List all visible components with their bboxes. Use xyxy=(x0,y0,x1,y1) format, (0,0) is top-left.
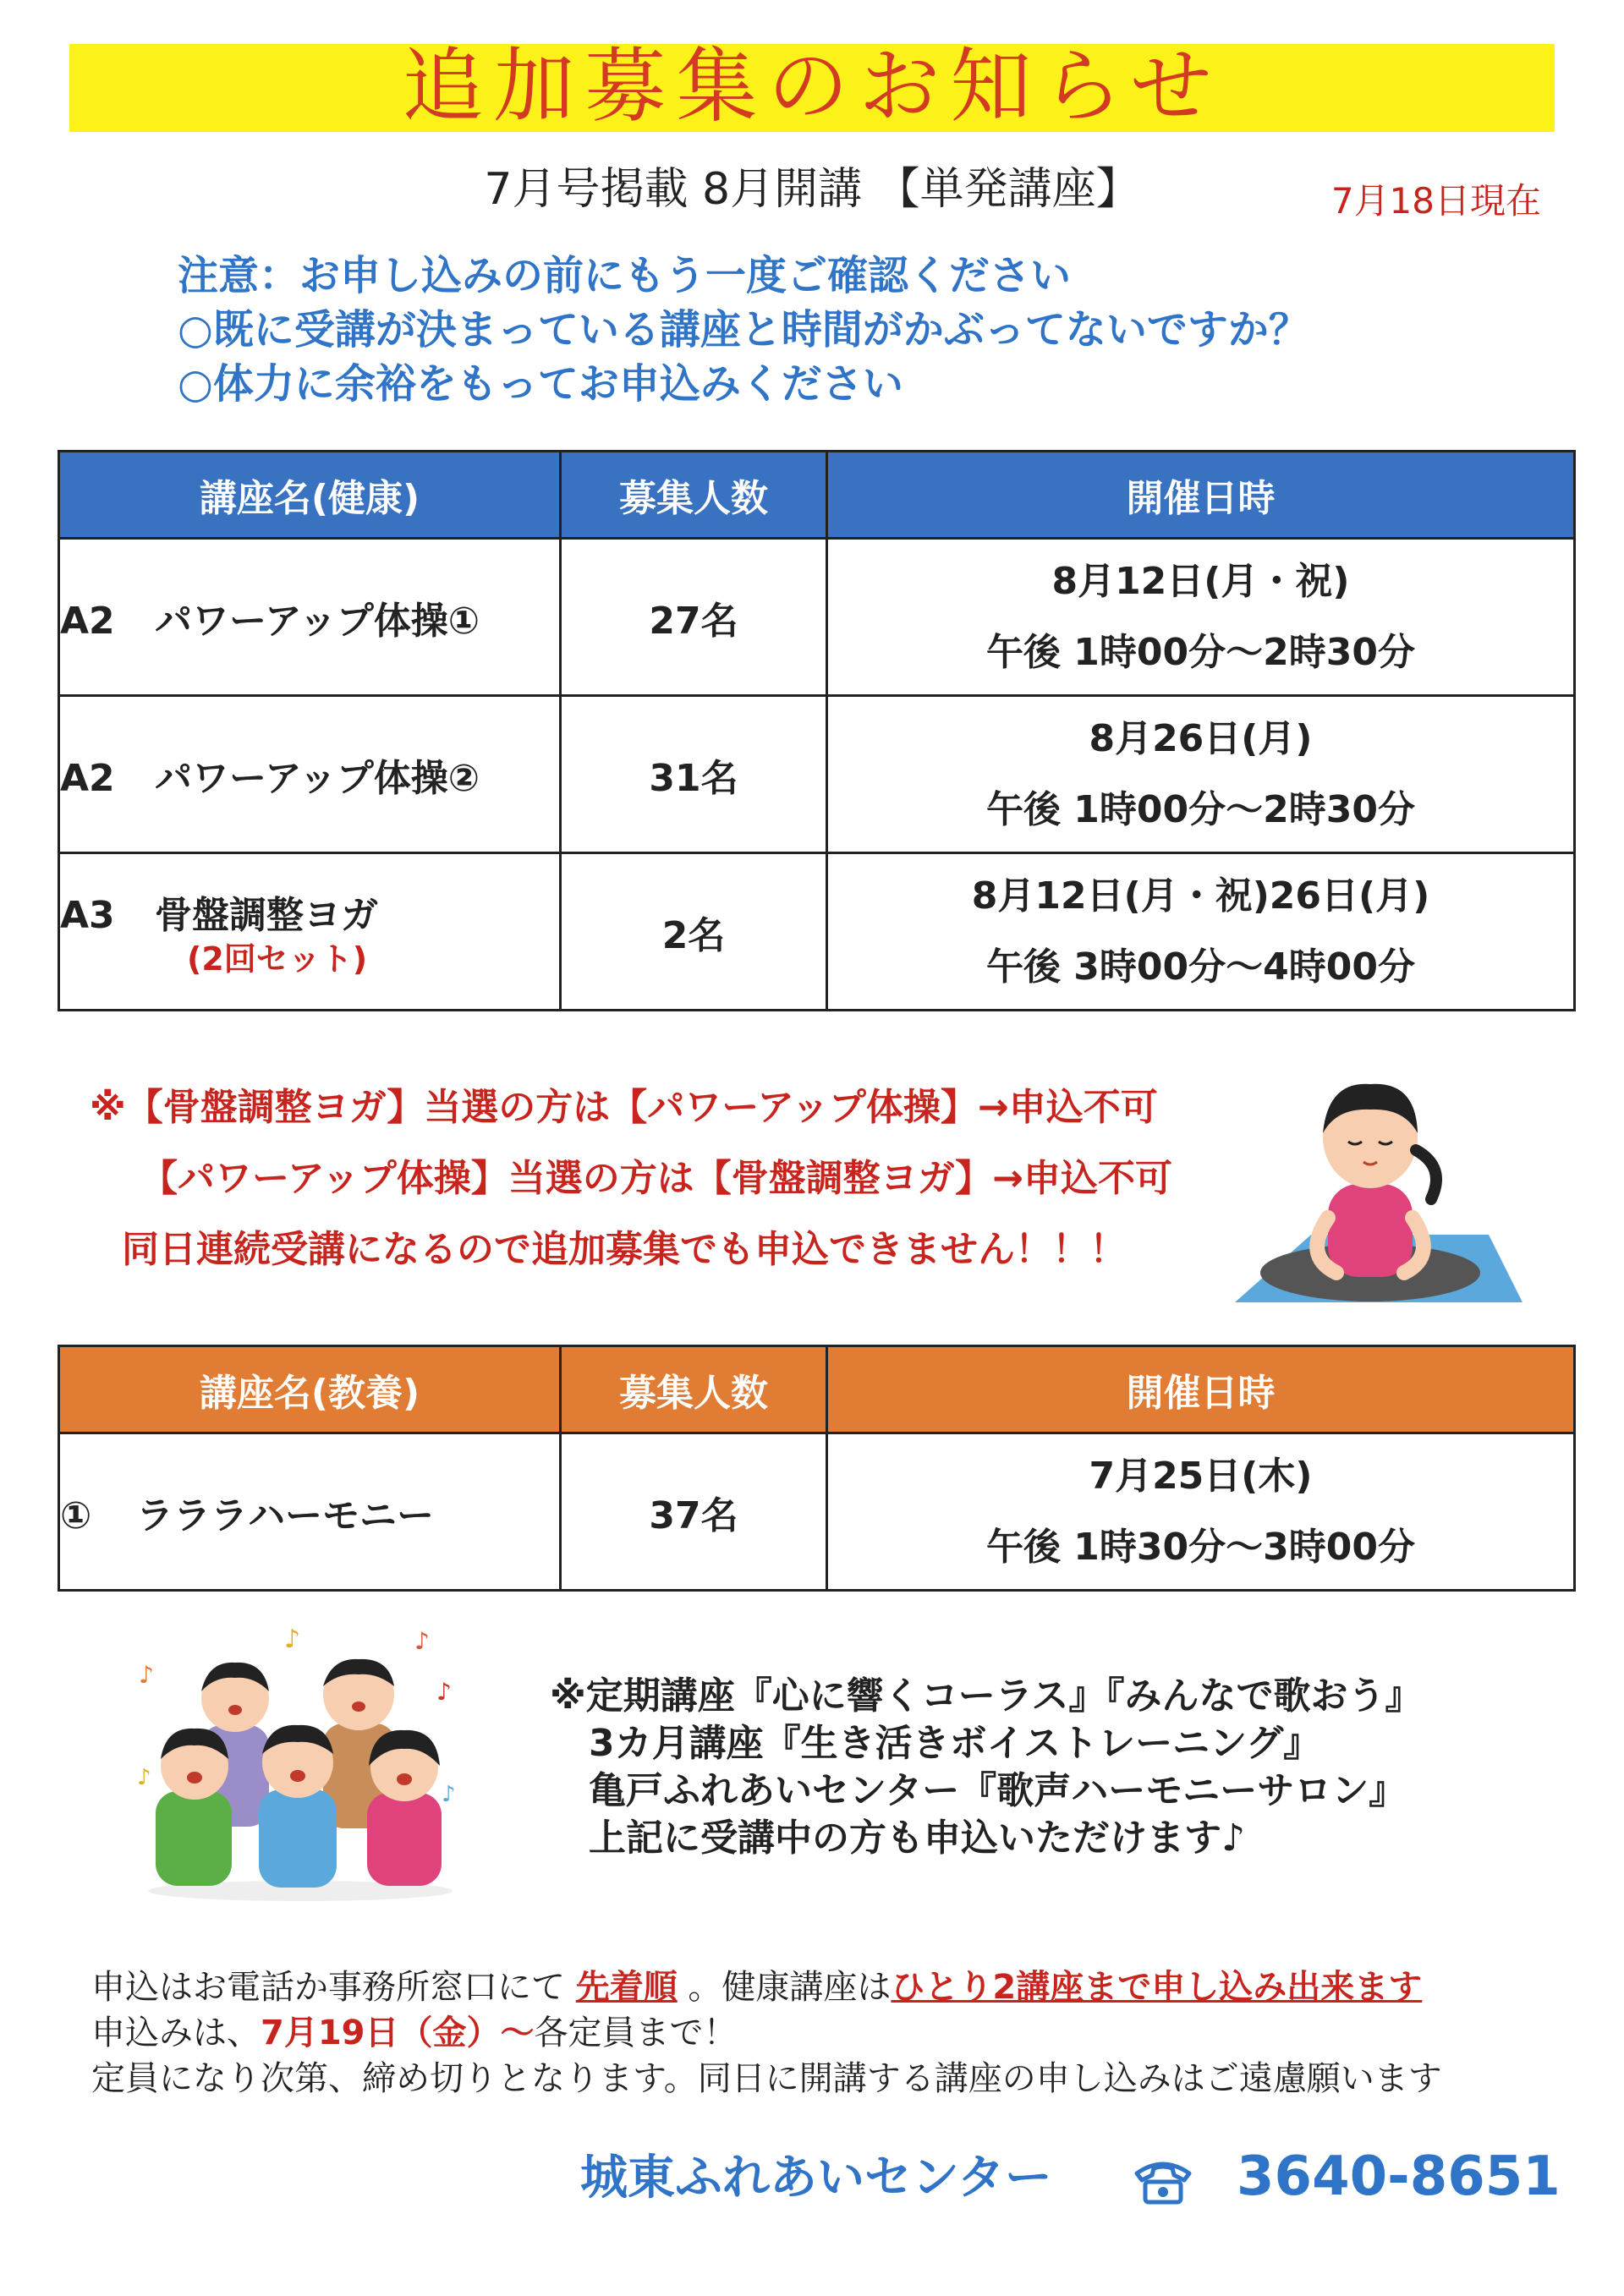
course-sub-note: (2回セット) xyxy=(187,940,368,978)
warning-line-3: 同日連続受講になるので追加募集でも申込できません！！！ xyxy=(122,1228,1127,1271)
header-capacity: 募集人数 xyxy=(561,452,827,539)
course-time: 午後 1時30分～3時00分 xyxy=(985,1525,1415,1569)
course-capacity: 27名 xyxy=(561,539,827,696)
header-datetime: 開催日時 xyxy=(827,1346,1575,1433)
svg-text:♪: ♪ xyxy=(137,1765,151,1790)
footer-line-2 xyxy=(91,2011,738,2055)
course-date: 8月12日(月・祝)26日(月) xyxy=(971,874,1430,918)
warning-line-2: 【パワーアップ体操】当選の方は【骨盤調整ヨガ】→申込不可 xyxy=(140,1157,1173,1200)
course-date: 8月12日(月・祝) xyxy=(1051,559,1350,603)
notice-line-3: ○体力に余裕をもってお申込みください xyxy=(178,360,903,408)
culture-course-table xyxy=(58,1345,1576,1592)
chorus-note-line-4: 上記に受講中の方も申込いただけます♪ xyxy=(589,1817,1246,1860)
svg-text:♪: ♪ xyxy=(442,1782,456,1807)
chorus-note-line-3: 亀戸ふれあいセンター『歌声ハーモニーサロン』 xyxy=(589,1769,1407,1812)
singing-group-illustration xyxy=(135,1624,465,1903)
header-datetime: 開催日時 xyxy=(827,452,1575,539)
course-name-cell xyxy=(59,539,561,696)
table-row xyxy=(59,696,1575,853)
course-capacity: 31名 xyxy=(561,696,827,853)
footer-line-2-a: 申込みは、 xyxy=(91,2014,261,2052)
footer-line-2-c: 各定員まで！ xyxy=(534,2014,738,2052)
table-header-row xyxy=(59,452,1575,539)
table-header-row xyxy=(59,1346,1575,1433)
course-name: パワーアップ体操① xyxy=(155,599,480,643)
limit-text: ひとり2講座まで申し込み出来ます xyxy=(891,1968,1423,2007)
course-name-cell xyxy=(59,853,561,1011)
course-datetime-cell xyxy=(827,696,1575,853)
svg-text:♪: ♪ xyxy=(414,1627,430,1655)
footer-line-1 xyxy=(91,1965,1422,2009)
page-title: 追加募集のお知らせ xyxy=(402,39,1222,134)
course-name-cell xyxy=(59,1433,561,1591)
header-course-name: 講座名(教養) xyxy=(59,1346,561,1433)
svg-text:♪: ♪ xyxy=(436,1678,452,1706)
telephone-icon xyxy=(1133,2155,1193,2206)
course-name: パワーアップ体操② xyxy=(155,756,480,800)
table-row xyxy=(59,853,1575,1011)
notice-line-1: 注意：お申し込みの前にもう一度ご確認ください xyxy=(178,252,1072,299)
course-time: 午後 3時00分～4時00分 xyxy=(985,945,1415,989)
footer-line-1-a: 申込はお電話か事務所窓口にて xyxy=(91,1968,576,2007)
header-course-name: 講座名(健康) xyxy=(59,452,561,539)
course-code: A3 xyxy=(60,893,115,937)
course-code: A2 xyxy=(60,756,115,800)
course-name-cell xyxy=(59,696,561,853)
footer-line-1-c: 。健康講座は xyxy=(677,1968,892,2007)
course-capacity: 37名 xyxy=(561,1433,827,1591)
warning-line-1: ※【骨盤調整ヨガ】当選の方は【パワーアップ体操】→申込不可 xyxy=(90,1086,1158,1129)
course-code: A2 xyxy=(60,599,115,643)
course-name: ラララハーモニー xyxy=(136,1493,434,1537)
health-course-table xyxy=(58,450,1576,1011)
notice-line-2: ○既に受講が決まっている講座と時間がかぶってないですか？ xyxy=(178,306,1309,353)
course-date: 7月25日(木) xyxy=(1089,1454,1313,1498)
table-row xyxy=(59,539,1575,696)
page-subtitle: 7月号掲載 8月開講 【単発講座】 xyxy=(484,164,1140,215)
phone-number: 3640-8651 xyxy=(1237,2145,1561,2208)
svg-text:♪: ♪ xyxy=(284,1625,301,1654)
svg-text:♪: ♪ xyxy=(139,1661,154,1689)
first-come-text: 先着順 xyxy=(575,1968,678,2007)
as-of-date: 7月18日現在 xyxy=(1330,180,1541,222)
course-time: 午後 1時00分～2時30分 xyxy=(985,630,1415,674)
yoga-woman-illustration xyxy=(1210,1057,1531,1311)
chorus-note-line-1: ※定期講座『心に響くコーラス』『みんなで歌おう』 xyxy=(550,1674,1423,1718)
footer-line-3: 定員になり次第、締め切りとなります。同日に開講する講座の申し込みはご遠慮願います xyxy=(91,2059,1442,2098)
course-datetime-cell xyxy=(827,539,1575,696)
course-date: 8月26日(月) xyxy=(1089,716,1313,760)
course-code: ① xyxy=(60,1493,92,1537)
course-time: 午後 1時00分～2時30分 xyxy=(985,787,1415,831)
table-row xyxy=(59,1433,1575,1591)
course-capacity: 2名 xyxy=(561,853,827,1011)
course-name: 骨盤調整ヨガ xyxy=(155,893,378,937)
header-capacity: 募集人数 xyxy=(561,1346,827,1433)
application-start-date: 7月19日（金）～ xyxy=(261,2014,535,2052)
course-datetime-cell xyxy=(827,1433,1575,1591)
course-datetime-cell xyxy=(827,853,1575,1011)
chorus-note-line-2: 3カ月講座『生き活きボイストレーニング』 xyxy=(589,1722,1321,1765)
center-name: 城東ふれあいセンター xyxy=(580,2151,1052,2206)
